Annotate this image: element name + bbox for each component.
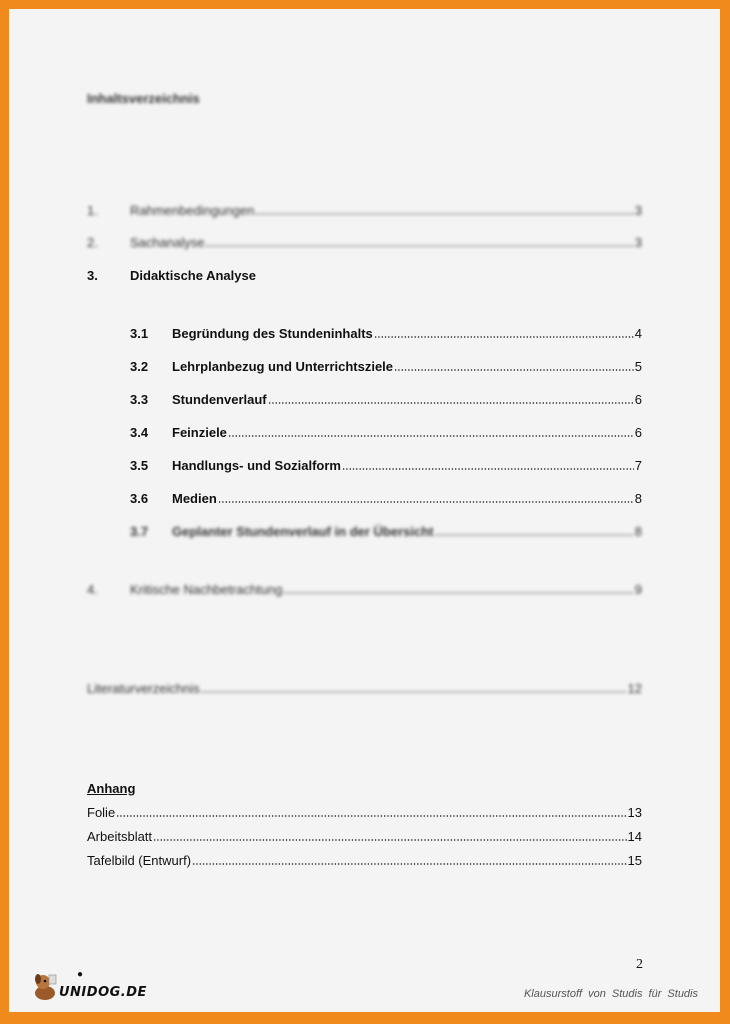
- entry-label: Lehrplanbezug und Unterrichtsziele: [172, 359, 394, 374]
- entry-label: Sachanalyse: [130, 235, 205, 250]
- page-number: 2: [636, 957, 643, 972]
- entry-page: 5: [634, 359, 642, 374]
- appendix-entry: [87, 805, 642, 820]
- entry-page: 7: [634, 458, 642, 473]
- entry-page: 14: [627, 829, 642, 844]
- dot-leader: [192, 863, 626, 865]
- entry-number: 3.7: [130, 524, 149, 539]
- dot-leader: [268, 402, 634, 404]
- toc-title: Inhaltsverzeichnis: [87, 91, 200, 106]
- entry-page: 3: [634, 235, 642, 250]
- entry-label: Geplanter Stundenverlauf in der Übersicht: [172, 524, 434, 539]
- logo-text: UNIDOG.DE: [59, 985, 147, 1000]
- unidog-logo: [31, 971, 147, 1001]
- dot-leader: [255, 213, 633, 215]
- toc-entry: [87, 582, 642, 597]
- entry-page: 8: [634, 524, 642, 539]
- entry-label: Kritische Nachbetrachtung: [130, 582, 283, 597]
- toc-entry: [87, 235, 642, 250]
- entry-page: 6: [634, 425, 642, 440]
- entry-label: Folie: [87, 805, 116, 820]
- dot-leader: [283, 592, 633, 594]
- entry-label: Stundenverlauf: [172, 392, 267, 407]
- toc-subentry: [130, 524, 642, 539]
- toc-subentry: [130, 326, 642, 341]
- toc-subentry: [130, 392, 642, 407]
- entry-number: 3.2: [130, 359, 149, 374]
- appendix-heading: Anhang: [87, 781, 136, 796]
- toc-entry: [87, 268, 642, 283]
- entry-label: Rahmenbedingungen: [130, 203, 255, 218]
- entry-page: 12: [627, 681, 642, 696]
- dot-leader: [218, 501, 634, 503]
- entry-page: 3: [634, 203, 642, 218]
- entry-number: 3.: [87, 268, 98, 283]
- entry-label: Literaturverzeichnis: [87, 681, 200, 696]
- paw-icon: ●: [77, 969, 84, 980]
- entry-number: 4.: [87, 582, 98, 597]
- entry-page: 6: [634, 392, 642, 407]
- entry-page: 13: [627, 805, 642, 820]
- appendix-entry: [87, 829, 642, 844]
- entry-label: Medien: [172, 491, 217, 506]
- entry-number: 3.5: [130, 458, 149, 473]
- dot-leader: [342, 468, 634, 470]
- dot-leader: [374, 336, 634, 338]
- toc-subentry: [130, 359, 642, 374]
- entry-label: Didaktische Analyse: [130, 268, 256, 283]
- entry-page: 15: [627, 853, 642, 868]
- dot-leader: [201, 691, 627, 693]
- toc-entry: [87, 203, 642, 218]
- dot-leader: [205, 245, 633, 247]
- toc-subentry: [130, 425, 642, 440]
- entry-number: 3.6: [130, 491, 149, 506]
- entry-number: 1.: [87, 203, 98, 218]
- entry-label: Arbeitsblatt: [87, 829, 153, 844]
- entry-label: Begründung des Stundeninhalts: [172, 326, 373, 341]
- entry-page: 4: [634, 326, 642, 341]
- toc-subentry: [130, 491, 642, 506]
- entry-number: 3.3: [130, 392, 149, 407]
- dot-leader: [228, 435, 634, 437]
- dot-leader: [435, 534, 634, 536]
- dot-leader: [153, 839, 626, 841]
- dot-leader: [116, 815, 626, 817]
- dot-leader: [394, 369, 634, 371]
- toc-subentry: [130, 458, 642, 473]
- dog-icon: [31, 971, 59, 1001]
- entry-label: Tafelbild (Entwurf): [87, 853, 192, 868]
- entry-label: Feinziele: [172, 425, 227, 440]
- entry-page: 9: [634, 582, 642, 597]
- toc-entry-literature: [87, 681, 642, 696]
- footer-tagline: Klausurstoff von Studis für Studis: [523, 988, 698, 1000]
- entry-label: Handlungs- und Sozialform: [172, 458, 341, 473]
- entry-number: 2.: [87, 235, 98, 250]
- document-page: [9, 9, 720, 1012]
- entry-page: 8: [634, 491, 642, 506]
- appendix-entry: [87, 853, 642, 868]
- entry-number: 3.4: [130, 425, 149, 440]
- entry-number: 3.1: [130, 326, 149, 341]
